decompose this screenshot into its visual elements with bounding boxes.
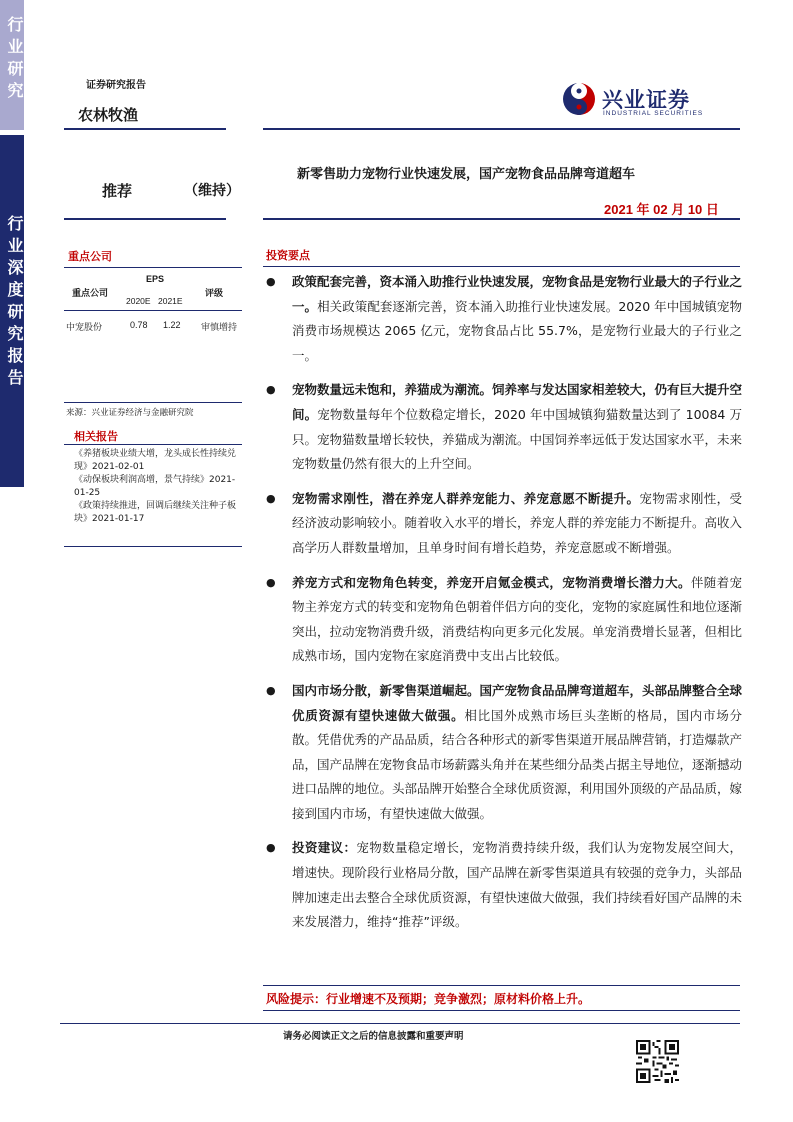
report-type-label: 证券研究报告 xyxy=(86,80,146,91)
risk-rule-bottom xyxy=(263,1010,740,1011)
company-logo xyxy=(562,80,722,120)
data-source: 来源：兴业证券经济与金融研究院 xyxy=(66,408,194,418)
risk-warning: 风险提示：行业增速不及预期；竞争激烈；原材料价格上升。 xyxy=(266,992,591,1006)
investment-point xyxy=(266,487,742,561)
investment-point xyxy=(266,836,742,934)
investment-points-title: 投资要点 xyxy=(266,249,310,262)
side-tab-top-label: 行业研究 xyxy=(5,16,24,104)
investment-point xyxy=(266,378,742,476)
eps-header: EPS xyxy=(146,274,165,284)
related-reports-title: 相关报告 xyxy=(74,430,118,443)
investment-point-headline: 政策配套完善，资本涌入助推行业快速发展，宠物食品是宠物行业最大的子行业之一。 xyxy=(292,274,743,314)
logo-text-en: INDUSTRIAL SECURITIES xyxy=(603,110,704,117)
header-divider-left xyxy=(64,128,226,130)
col-header-rating: 评级 xyxy=(205,289,224,299)
related-reports-rule-top xyxy=(64,444,242,445)
investment-point-headline: 养宠方式和宠物角色转变，养宠开启氪金模式，宠物消费增长潜力大。 xyxy=(292,574,691,590)
investment-point-body: 伴随着宠物主养宠方式的转变和宠物角色朝着伴侣方向的变化，宠物的家庭属性和地位逐渐突出，拉动宠物消费升级，消费结构向更多元化发展。单宠消费增长显著，但相比成熟市场，国内宠物在家庭消费中支出占比较低。 xyxy=(292,574,743,664)
side-tab-bottom xyxy=(0,135,24,487)
key-companies-rule-top xyxy=(64,267,242,268)
risk-rule-top xyxy=(263,985,740,986)
investment-point-body: 相比国外成熟市场巨头垄断的格局，国内市场分散。凭借优秀的产品品质，结合各种形式的新零售渠道开展品牌营销，打造爆款产品，国产品牌在宠物食品市场薪露头角并在某些细分品类占据主导地位，逐渐撼动进口品牌的地位。头部品牌开始整合全球优质资源，利用国外顶级的产品品质，嫁接到国内市场，有望快速做大做强。 xyxy=(292,707,743,821)
report-title: 新零售助力宠物行业快速发展，国产宠物食品品牌弯道超车 xyxy=(297,167,636,182)
related-report-link[interactable]: 《养猪板块业绩大增，龙头成长性持续兑现》2021-02-01 xyxy=(74,449,237,472)
eps-2021-cell: 1.22 xyxy=(163,320,181,330)
side-tab-bottom-label: 行业深度研究报告 xyxy=(5,215,24,391)
col-header-company: 重点公司 xyxy=(72,289,109,299)
logo-text-cn: 兴业证券 xyxy=(602,88,690,112)
rating-value: 推荐 xyxy=(102,182,133,200)
rating-divider xyxy=(64,218,226,220)
related-reports-list xyxy=(74,448,242,526)
investment-point-body: 宠物需求刚性，受经济波动影响较小。随着收入水平的增长，养宠人群的养宠能力不断提升。高收入高学历人群数量增加，且单身时间有增长趋势，养宠意愿或不断增强。 xyxy=(292,490,743,555)
related-report-link[interactable]: 《动保板块利润高增，景气持续》2021-01-25 xyxy=(74,475,236,498)
investment-point-body: 相关政策配套逐渐完善，资本涌入助推行业快速发展。2020 年中国城镇宠物消费市场规模达 2065 亿元，宠物食品占比 55.7%，是宠物行业最大的子行业之一。 xyxy=(292,298,742,363)
eps-2020-cell: 0.78 xyxy=(130,320,148,330)
investment-point-body: 宠物数量稳定增长，宠物消费持续升级，我们认为宠物发展空间大，增速快。现阶段行业格局分散，国产品牌在新零售渠道具有较强的竞争力，头部品牌加速走出去整合全球优质资源，有望快速做大做强，我们持续看好国产品牌的未来发展潜力，维持“推荐”评级。 xyxy=(292,840,743,930)
investment-point-headline: 宠物数量远未饱和，养猫成为潮流。饲养率与发达国家相差较大，仍有巨大提升空间。 xyxy=(292,382,743,422)
report-date: 2021 年 02 月 10 日 xyxy=(604,202,719,217)
investment-points-rule xyxy=(263,266,740,267)
footer-divider xyxy=(60,1023,740,1024)
investment-point-headline: 宠物需求刚性，潜在养宠人群养宠能力、养宠意愿不断提升。 xyxy=(292,490,640,506)
header-divider-right xyxy=(263,128,740,130)
key-companies-title: 重点公司 xyxy=(68,250,112,263)
investment-point xyxy=(266,270,742,368)
disclaimer-notice: 请务必阅读正文之后的信息披露和重要声明 xyxy=(283,1031,464,1042)
investment-point-body: 宠物数量每年个位数稳定增长，2020 年中国城镇狗猫数量达到了 10084 万只。宠物猫数量增长较快，养猫成为潮流。中国饲养率远低于发达国家水平，未来宠物数量仍然有很大的上升空间。 xyxy=(292,406,743,472)
investment-point xyxy=(266,679,742,827)
investment-points-list xyxy=(266,270,742,935)
investment-point-headline: 国内市场分散，新零售渠道崛起。国产宠物食品品牌弯道超车，头部品牌整合全球优质资源有望快速做大做强。 xyxy=(292,682,743,723)
side-tab-top xyxy=(0,0,24,130)
related-report-link[interactable]: 《政策持续推进，回调后继续关注种子板块》2021-01-17 xyxy=(74,501,237,524)
rating-status: （维持） xyxy=(184,183,240,199)
company-name-cell: 中宠股份 xyxy=(66,323,103,333)
key-companies-rule-mid xyxy=(64,310,242,311)
investment-point xyxy=(266,571,742,669)
title-divider xyxy=(263,218,740,220)
company-rating-cell: 审慎增持 xyxy=(201,323,238,333)
key-companies-rule-bottom xyxy=(64,402,242,403)
industry-name: 农林牧渔 xyxy=(78,106,139,124)
col-header-2020e: 2020E xyxy=(126,296,151,306)
qr-code-icon xyxy=(636,1040,679,1083)
investment-point-headline: 投资建议： xyxy=(292,840,357,856)
related-reports-rule-bottom xyxy=(64,546,242,547)
logo-swirl-icon xyxy=(562,82,596,116)
col-header-2021e: 2021E xyxy=(158,296,183,306)
